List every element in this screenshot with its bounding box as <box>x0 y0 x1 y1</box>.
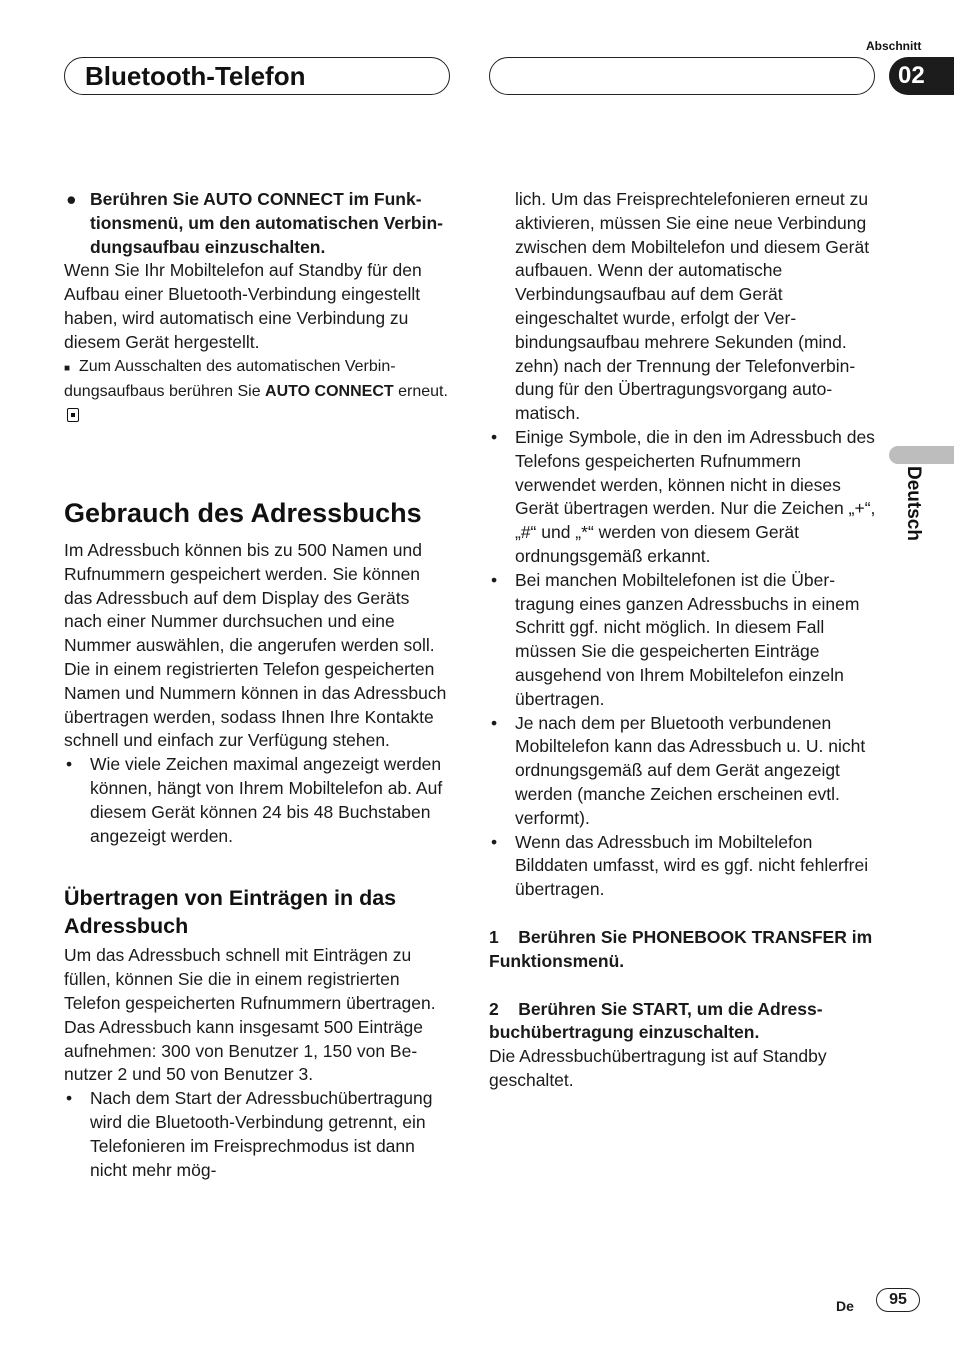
page-number: 95 <box>876 1288 920 1312</box>
transfer-standby-paragraph: Die Adressbuchübertragung ist auf Standby geschaltet. <box>489 1046 827 1090</box>
bullet-bilddaten-text: Wenn das Adressbuch im Mobiltelefon Bilddaten umfasst, wird es ggf. nicht fehlerfrei übertragen. <box>515 831 869 900</box>
note-square-icon: ■ <box>64 362 71 374</box>
heading-uebertragen: Übertragen von Einträgen in das Adressbuch <box>64 886 397 939</box>
bullet-schritt-text: Bei manchen Mobiltelefonen ist die Übertragung eines ganzen Adressbuchs in einem Schritt ggf. nicht möglich. In diesem Fall müssen Sie die gespeicherten Einträge ausgehend von Ihrem Mobiltelefon einzeln übertragen. <box>515 569 860 709</box>
note-text-post: erneut. <box>393 383 448 401</box>
footer-language-code: De <box>836 1298 854 1314</box>
step-2-number: 2 <box>489 998 499 1019</box>
section-number-badge: 02 <box>889 57 954 95</box>
header-empty-pill <box>489 57 875 95</box>
bullet-icon: • <box>66 1088 73 1109</box>
section-label: Abschnitt <box>866 39 922 53</box>
bullet-symbole <box>489 426 877 569</box>
bullet-icon: • <box>491 831 498 852</box>
bullet-icon: • <box>491 426 498 447</box>
note-text-bold: AUTO CONNECT <box>265 383 394 401</box>
standby-paragraph: Wenn Sie Ihr Mobiltelefon auf Standby für den Aufbau einer Bluetooth-Verbindung eingestellt haben, wird automatisch eine Verbindung zu diesem Gerät hergestellt. <box>64 260 422 352</box>
step-2-text: Berühren Sie START, um die Adressbuchübertragung einzuschalten. <box>489 998 823 1043</box>
left-column <box>64 188 452 1182</box>
header-title-pill <box>64 57 450 95</box>
bullet-start-text: Nach dem Start der Adressbuchübertragung wird die Bluetooth-Verbindung getrennt, ein Telefonieren im Freisprechmodus ist dann nicht mehr mög- <box>90 1088 433 1180</box>
language-tab-marker <box>889 446 954 464</box>
capacity-paragraph: Das Adressbuch kann insgesamt 500 Einträge aufnehmen: 300 von Benutzer 1, 150 von Benutzer 2 und 50 von Benutzer 3. <box>64 1016 423 1085</box>
bullet-bluetooth-text: Je nach dem per Bluetooth verbundenen Mobiltelefon kann das Adressbuch u. U. nicht ordnungsgemäß auf dem Gerät angezeigt werden (manche Zeichen erscheinen evtl. verformt). <box>515 712 866 828</box>
bullet-symbole-text: Einige Symbole, die in den im Adressbuch des Telefons gespeicherten Rufnummern verwendet werden, können nicht in dieses Gerät übertragen werden. Nur die Zeichen „+“, „#“ und „*“ werden von diesem Gerät ordnungsgemäß erkannt. <box>515 426 876 566</box>
adressbuch-paragraph: Im Adressbuch können bis zu 500 Namen und Rufnummern gespeichert werden. Sie können das Adressbuch auf dem Display des Geräts nach einer Nummer durchsuchen und eine Nummer auswählen, die angerufen werden soll. Die in einem registrierten Telefon gespeicherten Namen und Nummern können in das Adressbuch übertragen werden, sodass Ihnen Ihre Kontakte schnell und einfach zur Verfügung stehen. <box>64 540 447 751</box>
step-1-text: Berühren Sie PHONEBOOK TRANSFER im Funktionsmenü. <box>489 926 873 971</box>
step-1-number: 1 <box>489 926 499 947</box>
fuellen-paragraph: Um das Adressbuch schnell mit Einträgen zu füllen, können Sie die in einem registrierten Telefon gespeicherten Rufnummern übertragen. <box>64 945 436 1014</box>
bullet-icon: • <box>66 754 73 775</box>
right-column <box>489 188 877 1093</box>
language-tab-label: Deutsch <box>903 466 924 541</box>
bullet-bilddaten <box>489 831 877 902</box>
auto-connect-note <box>64 355 452 428</box>
end-mark-icon <box>67 408 79 422</box>
auto-connect-step <box>64 188 452 259</box>
step-2 <box>489 998 877 1046</box>
bullet-zeichen-text: Wie viele Zeichen maximal angezeigt werden können, hängt von Ihrem Mobiltelefon ab. Auf diesem Gerät können 24 bis 48 Buchstaben angezeigt werden. <box>90 754 443 846</box>
note-text-pre: Zum Ausschalten des automatischen Verbindungsaufbaus berühren Sie <box>64 357 396 401</box>
bullet-dot-icon: ● <box>66 189 77 209</box>
step-1 <box>489 926 877 974</box>
bullet-icon: • <box>491 569 498 590</box>
bullet-icon: • <box>491 712 498 733</box>
auto-connect-step-text: Berühren Sie AUTO CONNECT im Funktionsmenü, um den automatischen Verbindungsaufbau einzuschalten. <box>90 189 443 257</box>
page-title: Bluetooth-Telefon <box>85 61 306 91</box>
bullet-start <box>64 1087 452 1182</box>
bullet-zeichen <box>64 753 452 848</box>
bullet-bluetooth <box>489 712 877 831</box>
continuation-paragraph: lich. Um das Freisprechtelefonieren erneut zu aktivieren, müssen Sie eine neue Verbindung zwischen dem Mobiltelefon und diesem Gerät aufbauen. Wenn der automatische Verbindungsaufbau auf dem Gerät eingeschaltet wurde, erfolgt der Verbindungsaufbau mehrere Sekunden (mind. zehn) nach der Trennung der Telefonverbindung für den Übertragungsvorgang automatisch. <box>515 189 870 424</box>
bullet-schritt <box>489 569 877 712</box>
heading-gebrauch: Gebrauch des Adressbuchs <box>64 498 422 529</box>
